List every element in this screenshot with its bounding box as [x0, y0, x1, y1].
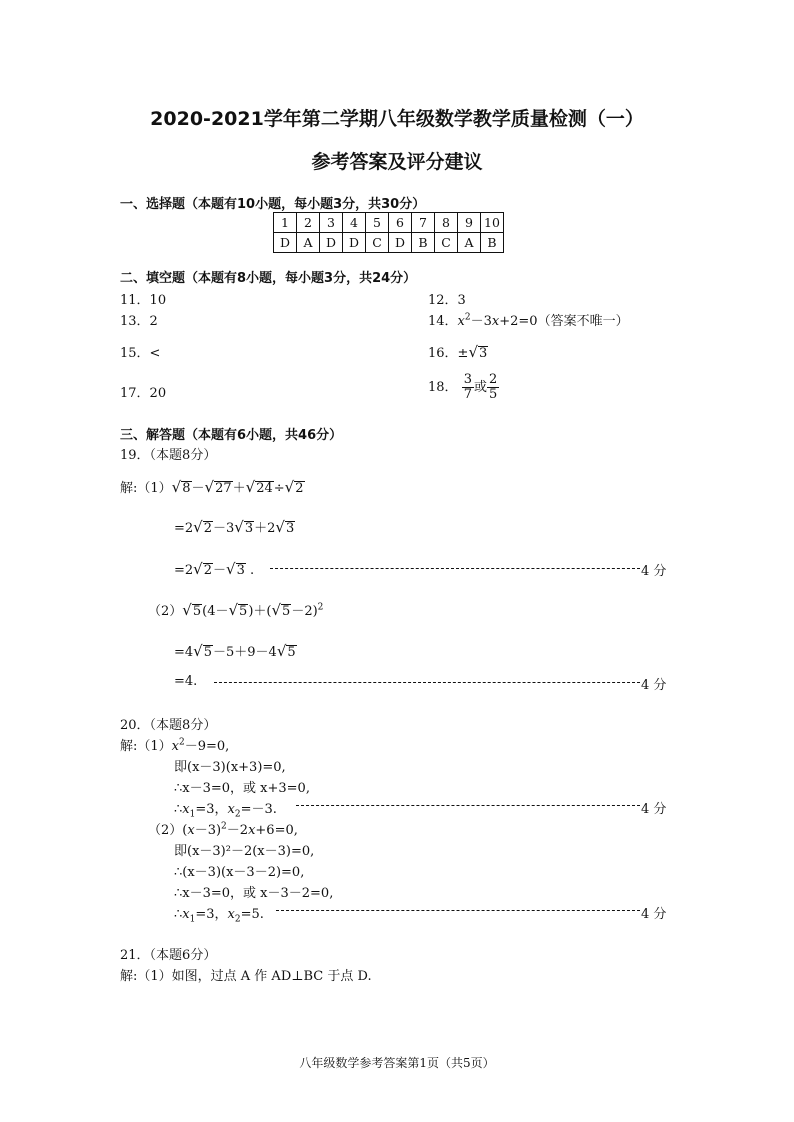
fraction-denominator: 5 [488, 387, 498, 402]
answer-11: 11．10 [120, 293, 167, 308]
page-footer: 八年级数学参考答案第1页（共5页） [299, 1056, 495, 1070]
score-label: 4 分 [641, 564, 667, 579]
answer-18-or: 或 [473, 380, 487, 395]
answer-letter: B [412, 233, 435, 253]
fraction-3-7 [462, 373, 474, 402]
page-subtitle: 参考答案及评分建议 [311, 151, 483, 173]
section3-header: 三、解答题（本题有6小题，共46分） [120, 428, 343, 443]
q19-part2-result: =4. [174, 674, 198, 689]
answer-number: 3 [320, 213, 343, 233]
q19-part1-expr: 解:（1）√8－√27＋√24÷√2 [120, 478, 304, 496]
score-leader [214, 682, 640, 683]
q19-part2-step1: =4√5－5＋9－4√5 [174, 642, 296, 660]
q20-line2: 即(x－3)(x+3)=0, [174, 760, 286, 775]
answer-number: 5 [366, 213, 389, 233]
q20-line3: ∴x－3=0，或 x+3=0, [174, 781, 310, 796]
answer-letter: A [458, 233, 481, 253]
fraction-denominator: 7 [463, 387, 472, 402]
q19-part2-label: （2） [148, 604, 183, 619]
answer-15: 15．< [120, 346, 161, 361]
q20-line7: 即(x－3)²－2(x－3)=0, [174, 844, 315, 859]
answer-number: 1 [274, 213, 297, 233]
score-label: 4 分 [641, 907, 667, 922]
q20-line10: $\therefore x_1=3$，$x_2=5$. [174, 907, 264, 925]
answer-14-formula: $x^2-3x+2=0$ [457, 312, 538, 329]
q21-line1: 解:（1）如图，过点 A 作 AD⊥BC 于点 D. [120, 969, 372, 984]
score-label: 4 分 [641, 802, 667, 817]
q19-part2-expr: $(2)√5(4-√5)+(√5-2)^2$ [148, 601, 324, 619]
sqrt-icon: √ [468, 343, 479, 361]
q19-part1-step1: =2√2－3√3＋2√3 [174, 518, 295, 536]
answer-letter: D [343, 233, 366, 253]
answer-14 [428, 310, 629, 329]
q20-heading: 20．（本题8分） [120, 718, 217, 733]
fraction-numerator: 3 [463, 372, 472, 387]
q20-part1-label: 解:（1） [120, 739, 172, 754]
q21-heading: 21．（本题6分） [120, 948, 217, 963]
answer-letter: A [297, 233, 320, 253]
answer-13: 13．2 [120, 314, 158, 329]
q20-part2-label: （2） [148, 823, 183, 838]
score-leader [276, 910, 640, 911]
answer-number: 10 [481, 213, 504, 233]
fraction-2-5 [487, 373, 499, 402]
answer-number: 6 [389, 213, 412, 233]
q20-part1-expr: 解$:(1)x^2-9=0$, [120, 737, 230, 754]
answer-18-num: 18． [428, 380, 458, 395]
q20-line9: ∴x－3=0，或 x－3－2=0, [174, 886, 334, 901]
score-leader [296, 805, 640, 806]
q20-part2-expr: $(2)(x-3)^2-2x+6=0$, [148, 821, 298, 838]
answer-letter: C [435, 233, 458, 253]
section2-header: 二、填空题（本题有8小题，每小题3分，共24分） [120, 271, 417, 286]
answer-number: 2 [297, 213, 320, 233]
q19-part1-label: 解:（1） [120, 481, 172, 496]
answer-18 [428, 373, 499, 402]
answer-letter: D [320, 233, 343, 253]
answer-number: 8 [435, 213, 458, 233]
answer-letter: B [481, 233, 504, 253]
answer-16-pm: ± [457, 346, 469, 361]
q20-line4: $\therefore x_1=3$，$x_2=-3$. [174, 802, 277, 820]
answer-17: 17．20 [120, 386, 167, 401]
answer-16-radicand: 3 [479, 346, 488, 361]
section1-header: 一、选择题（本题有10小题，每小题3分，共30分） [120, 197, 426, 212]
answer-number: 9 [458, 213, 481, 233]
answer-letter: C [366, 233, 389, 253]
answer-12: 12．3 [428, 293, 466, 308]
answer-table [273, 212, 504, 253]
answer-table-answers-row [274, 233, 504, 253]
score-label: 4 分 [641, 678, 667, 693]
answer-letter: D [274, 233, 297, 253]
fraction-numerator: 2 [488, 372, 498, 387]
q19-part1-result: =2√2－√3 . [174, 560, 255, 578]
answer-number: 4 [343, 213, 366, 233]
answer-table-numbers-row [274, 213, 504, 233]
answer-14-note: （答案不唯一） [537, 314, 629, 329]
q19-heading: 19．（本题8分） [120, 448, 217, 463]
answer-16 [428, 342, 488, 361]
answer-letter: D [389, 233, 412, 253]
page-title: 2020-2021学年第二学期八年级数学教学质量检测（一） [150, 108, 644, 130]
answer-number: 7 [412, 213, 435, 233]
answer-16-num: 16． [428, 346, 458, 361]
answer-14-num: 14． [428, 314, 458, 329]
q20-line8: ∴(x－3)(x－3－2)=0, [174, 865, 305, 880]
score-leader [270, 568, 640, 569]
